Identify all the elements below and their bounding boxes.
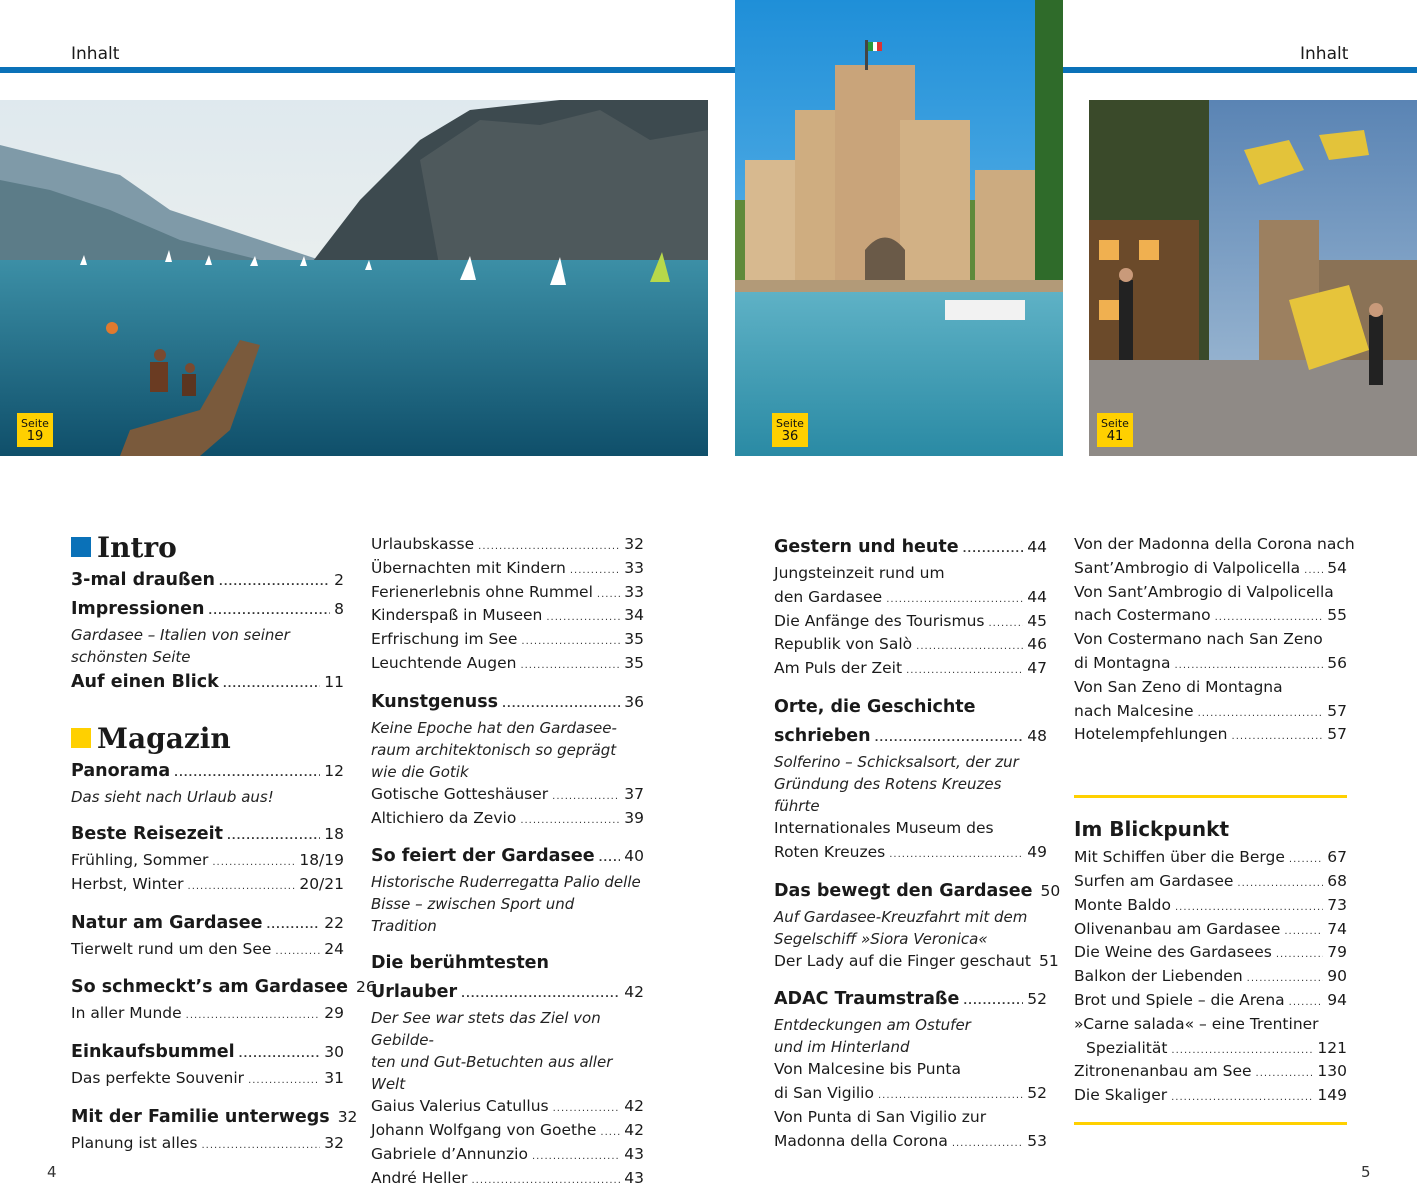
toc-subentry[interactable]: Gaius Valerius Catullus ..... 42 bbox=[371, 1095, 644, 1119]
toc-entry[interactable]: So feiert der Gardasee ..... 40 bbox=[371, 842, 644, 871]
toc-subentry[interactable]: Die Skaliger ..... 149 bbox=[1074, 1084, 1347, 1108]
toc-subentry-line: »Carne salada« – eine Trentiner bbox=[1074, 1014, 1319, 1033]
castle-illustration bbox=[735, 0, 1063, 456]
entry-label: Auf einen Blick bbox=[71, 672, 219, 692]
toc-entry[interactable]: schrieben ..... 48 bbox=[774, 722, 1047, 751]
page-badge-41 bbox=[1097, 413, 1133, 447]
entry-page: 8 bbox=[334, 600, 344, 618]
toc-subentry[interactable]: Der Lady auf die Finger geschaut 51 bbox=[774, 951, 1059, 970]
photo-lake-jetty bbox=[0, 100, 708, 456]
section-intro bbox=[71, 528, 344, 566]
badge-page: 19 bbox=[26, 429, 44, 444]
toc-subentry[interactable]: Die Weine des Gardasees ..... 79 bbox=[1074, 941, 1347, 965]
toc-subentry-line: Von der Madonna della Corona nach bbox=[1074, 535, 1355, 553]
header-rule-left bbox=[0, 67, 735, 73]
toc-subentry[interactable]: Surfen am Gardasee ..... 68 bbox=[1074, 870, 1347, 894]
lake-illustration bbox=[0, 100, 708, 456]
photo-flag-festival bbox=[1089, 100, 1417, 456]
entry-note: Das sieht nach Urlaub aus! bbox=[71, 788, 274, 806]
toc-entry[interactable]: Natur am Gardasee ..... 22 bbox=[71, 909, 344, 938]
toc-entry-line: Die berühmtesten bbox=[371, 953, 550, 974]
badge-label: Seite bbox=[21, 417, 49, 430]
page-number-left: 4 bbox=[47, 1163, 57, 1181]
toc-column-2 bbox=[371, 533, 644, 1184]
entry-note: Keine Epoche hat den Gardasee- raum architektonisch so geprägt wie die Gotik bbox=[371, 718, 617, 781]
toc-subentry[interactable]: Herbst, Winter ..... 20/21 bbox=[71, 873, 344, 897]
toc-subentry[interactable]: Gabriele d’Annunzio ..... 43 bbox=[371, 1143, 644, 1167]
entry-label: 3-mal draußen bbox=[71, 570, 215, 590]
toc-subentry[interactable]: Balkon der Liebenden ..... 90 bbox=[1074, 965, 1347, 989]
toc-subentry[interactable]: Planung ist alles ..... 32 bbox=[71, 1132, 344, 1156]
badge-page: 36 bbox=[781, 429, 799, 444]
toc-subentry[interactable]: Gotische Gotteshäuser ..... 37 bbox=[371, 783, 644, 807]
toc-subentry[interactable]: den Gardasee ..... 44 bbox=[774, 586, 1047, 610]
toc-subentry[interactable]: Am Puls der Zeit ..... 47 bbox=[774, 657, 1047, 681]
yellow-square-icon bbox=[71, 728, 91, 748]
toc-subentry-line: Von Punta di San Vigilio zur bbox=[774, 1107, 987, 1126]
toc-subentry-line: Von Malcesine bis Punta bbox=[774, 1060, 961, 1079]
page-badge-36 bbox=[772, 413, 808, 447]
toc-subentry[interactable]: Altichiero da Zevio ..... 39 bbox=[371, 807, 644, 831]
toc-subentry-line: Internationales Museum des bbox=[774, 818, 994, 837]
toc-subentry[interactable]: Das perfekte Souvenir ..... 31 bbox=[71, 1067, 344, 1091]
entry-page: 2 bbox=[334, 571, 344, 589]
toc-subentry[interactable]: Frühling, Sommer ..... 18/19 bbox=[71, 849, 344, 873]
festival-illustration bbox=[1089, 100, 1417, 456]
toc-subentry-line: Jungsteinzeit rund um bbox=[774, 564, 945, 582]
toc-subentry[interactable]: Madonna della Corona ..... 53 bbox=[774, 1130, 1047, 1154]
entry-label: Impressionen bbox=[71, 599, 205, 619]
toc-entry-line: Orte, die Geschichte bbox=[774, 696, 976, 717]
toc-entry[interactable]: Urlauber ..... 42 bbox=[371, 978, 644, 1007]
toc-entry[interactable] bbox=[71, 668, 344, 697]
badge-label: Seite bbox=[1101, 417, 1129, 430]
badge-label: Seite bbox=[776, 417, 804, 430]
toc-entry[interactable] bbox=[71, 595, 344, 624]
page-badge-19 bbox=[17, 413, 53, 447]
toc-subentry[interactable]: nach Malcesine ..... 57 bbox=[1074, 700, 1347, 724]
toc-subentry[interactable]: In aller Munde ..... 29 bbox=[71, 1002, 344, 1026]
toc-subentry[interactable]: di Montagna ..... 56 bbox=[1074, 652, 1347, 676]
toc-subentry[interactable]: Kinderspaß in Museen ..... 34 bbox=[371, 604, 644, 628]
entry-note: Der See war stets das Ziel von Gebilde- ten und Gut-Betuchten aus aller Welt bbox=[371, 1009, 613, 1094]
yellow-rule-bottom bbox=[1074, 1122, 1347, 1125]
toc-entry[interactable] bbox=[71, 566, 344, 595]
toc-entry[interactable]: Gestern und heute ..... 44 bbox=[774, 533, 1047, 562]
toc-subentry[interactable]: Urlaubskasse ..... 32 bbox=[371, 533, 644, 557]
toc-column-1 bbox=[71, 528, 376, 1156]
toc-subentry[interactable]: nach Costermano ..... 55 bbox=[1074, 604, 1347, 628]
toc-subentry[interactable]: Ferienerlebnis ohne Rummel ..... 33 bbox=[371, 581, 644, 605]
toc-subentry[interactable]: Die Anfänge des Tourismus ..... 45 bbox=[774, 610, 1047, 634]
toc-subentry[interactable]: Republik von Salò ..... 46 bbox=[774, 633, 1047, 657]
toc-subentry[interactable]: Erfrischung im See ..... 35 bbox=[371, 628, 644, 652]
toc-subentry[interactable]: Roten Kreuzes ..... 49 bbox=[774, 841, 1047, 865]
toc-subentry[interactable]: Sant’Ambrogio di Valpolicella ..... 54 bbox=[1074, 557, 1347, 581]
toc-subentry[interactable]: André Heller ..... 43 bbox=[371, 1167, 644, 1184]
toc-subentry-line: Von Sant’Ambrogio di Valpolicella bbox=[1074, 582, 1334, 601]
entry-note: Solferino – Schicksalsort, der zur Gründung des Rotens Kreuzes führte bbox=[774, 752, 1019, 815]
blue-square-icon bbox=[71, 537, 91, 557]
entry-note: Auf Gardasee-Kreuzfahrt mit dem Segelschiff »Siora Veronica« bbox=[774, 907, 1028, 948]
entry-note: Gardasee – Italien von seiner schönsten Seite bbox=[71, 626, 290, 666]
section-magazin bbox=[71, 719, 344, 757]
toc-column-4 bbox=[1074, 533, 1355, 1125]
toc-subentry[interactable]: Übernachten mit Kindern ..... 33 bbox=[371, 557, 644, 581]
photo-castle bbox=[735, 0, 1063, 456]
toc-subentry[interactable]: Mit Schiffen über die Berge ..... 67 bbox=[1074, 846, 1347, 870]
toc-subentry[interactable]: Monte Baldo ..... 73 bbox=[1074, 894, 1347, 918]
section-title-blickpunkt: Im Blickpunkt bbox=[1074, 817, 1230, 842]
toc-subentry[interactable]: Leuchtende Augen ..... 35 bbox=[371, 652, 644, 676]
toc-subentry[interactable]: Brot und Spiele – die Arena ..... 94 bbox=[1074, 989, 1347, 1013]
entry-note: Entdeckungen am Ostufer und im Hinterland bbox=[774, 1016, 971, 1057]
toc-subentry[interactable]: Johann Wolfgang von Goethe ..... 42 bbox=[371, 1119, 644, 1143]
header-label-right: Inhalt bbox=[1300, 44, 1349, 64]
toc-entry[interactable]: ADAC Traumstraße ..... 52 bbox=[774, 985, 1047, 1014]
toc-entry[interactable]: So schmeckt’s am Gardasee 26 bbox=[71, 977, 376, 998]
header-rule-right bbox=[1063, 67, 1417, 73]
toc-subentry[interactable]: Spezialität ..... 121 bbox=[1074, 1037, 1347, 1061]
toc-entry[interactable]: Beste Reisezeit ..... 18 bbox=[71, 820, 344, 849]
toc-entry[interactable]: Mit der Familie unterwegs 32 bbox=[71, 1106, 358, 1127]
toc-subentry-line: Von Costermano nach San Zeno bbox=[1074, 630, 1323, 649]
badge-page: 41 bbox=[1106, 429, 1124, 444]
toc-subentry-line: Von San Zeno di Montagna bbox=[1074, 677, 1283, 696]
toc-column-3 bbox=[774, 533, 1061, 1154]
toc-entry[interactable]: Einkaufsbummel ..... 30 bbox=[71, 1038, 344, 1067]
toc-subentry[interactable]: di San Vigilio ..... 52 bbox=[774, 1082, 1047, 1106]
header-label-left: Inhalt bbox=[71, 44, 120, 64]
entry-note: Historische Ruderregatta Palio delle Bisse – zwischen Sport und Tradition bbox=[371, 873, 641, 936]
toc-entry[interactable]: Kunstgenuss ..... 36 bbox=[371, 688, 644, 717]
toc-subentry[interactable]: Tierwelt rund um den See ..... 24 bbox=[71, 938, 344, 962]
toc-entry[interactable]: Panorama ..... 12 bbox=[71, 757, 344, 786]
toc-subentry[interactable]: Hotelempfehlungen ..... 57 bbox=[1074, 723, 1347, 747]
section-title-intro: Intro bbox=[97, 530, 177, 564]
page-number-right: 5 bbox=[1361, 1163, 1371, 1181]
entry-page: 11 bbox=[324, 673, 344, 691]
toc-subentry[interactable]: Zitronenanbau am See ..... 130 bbox=[1074, 1060, 1347, 1084]
section-title-magazin: Magazin bbox=[97, 721, 231, 755]
toc-entry[interactable]: Das bewegt den Gardasee 50 bbox=[774, 880, 1061, 901]
toc-subentry[interactable]: Olivenanbau am Gardasee ..... 74 bbox=[1074, 918, 1347, 942]
